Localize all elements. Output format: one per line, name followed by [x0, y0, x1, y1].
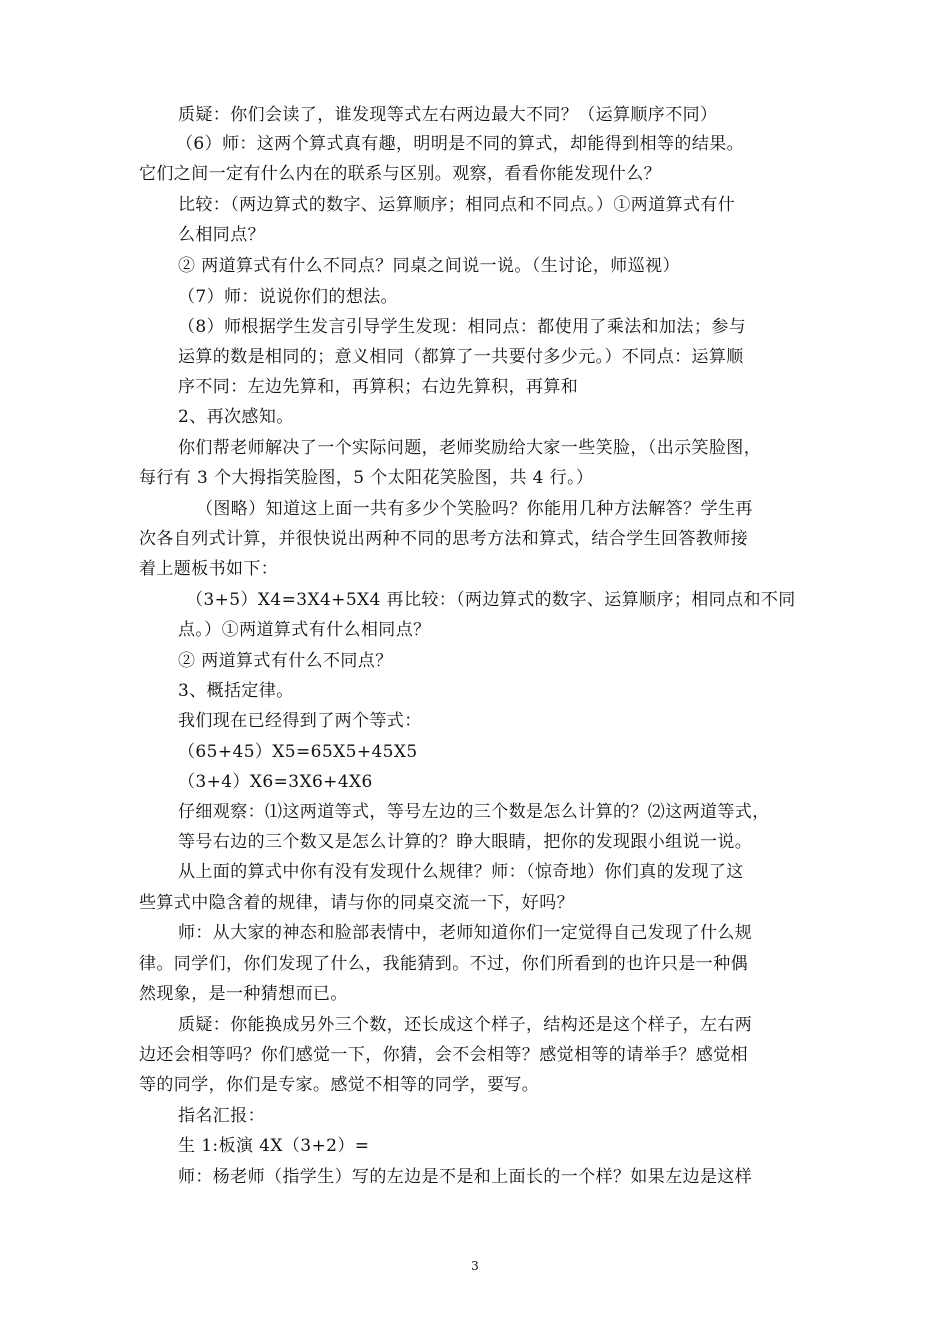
text-line: 质疑：你们会读了，谁发现等式左右两边最大不同？（运算顺序不同） — [178, 105, 718, 125]
text-line: 些算式中隐含着的规律，请与你的同桌交流一下，好吗？ — [139, 893, 574, 913]
text-line: 3、概括定律。 — [178, 681, 294, 701]
text-line: （3+4）Ⅹ6=3Ⅹ6+4Ⅹ6 — [178, 772, 373, 792]
text-line: 我们现在已经得到了两个等式： — [178, 711, 422, 731]
text-line: 着上题板书如下： — [139, 559, 279, 579]
text-line: 然现象，是一种猜想而已。 — [139, 984, 348, 1004]
text-line: 指名汇报： — [178, 1106, 265, 1126]
text-line: （7）师：说说你们的想法。 — [178, 287, 399, 307]
text-line: ② 两道算式有什么不同点？同桌之间说一说。（生讨论，师巡视） — [178, 256, 680, 276]
text-line: ② 两道算式有什么不同点？ — [178, 651, 393, 671]
text-line: 等号右边的三个数又是怎么计算的？睁大眼睛，把你的发现跟小组说一说。 — [178, 832, 753, 852]
text-line: 边还会相等吗？你们感觉一下，你猜，会不会相等？感觉相等的请举手？感觉相 — [139, 1045, 748, 1065]
text-line: 它们之间一定有什么内在的联系与区别。观察，看看你能发现什么？ — [139, 164, 661, 184]
text-line: 律。同学们，你们发现了什么，我能猜到。不过，你们所看到的也许只是一种偶 — [139, 954, 748, 974]
text-line: 比较：（两边算式的数字、运算顺序；相同点和不同点。）①两道算式有什 — [178, 195, 736, 215]
text-line: （6）师：这两个算式真有趣，明明是不同的算式，却能得到相等的结果。 — [176, 134, 745, 154]
text-line: 仔细观察：⑴这两道等式，等号左边的三个数是怎么计算的？⑵这两道等式， — [178, 802, 770, 822]
text-line: 从上面的算式中你有没有发现什么规律？师：（惊奇地）你们真的发现了这 — [178, 862, 744, 882]
text-line: 你们帮老师解决了一个实际问题，老师奖励给大家一些笑脸，（出示笑脸图， — [178, 438, 762, 458]
text-line: 师：杨老师（指学生）写的左边是不是和上面长的一个样？如果左边是这样 — [178, 1167, 753, 1187]
page-number: 3 — [471, 1259, 479, 1273]
text-line: 2、再次感知。 — [178, 407, 294, 427]
text-line: （3+5）Ⅹ4=3Ⅹ4+5Ⅹ4 再比较：（两边算式的数字、运算顺序；相同点和不同 — [186, 590, 796, 610]
text-line: 每行有 3 个大拇指笑脸图，5 个太阳花笑脸图，共 4 行。） — [139, 468, 594, 488]
text-line: （65+45）Ⅹ5=65Ⅹ5+45Ⅹ5 — [178, 742, 418, 762]
text-line: 点。）①两道算式有什么相同点？ — [178, 620, 431, 640]
text-line: 等的同学，你们是专家。感觉不相等的同学，要写。 — [139, 1075, 540, 1095]
text-line: 生 1:板演 4Ⅹ（3+2）= — [178, 1136, 370, 1156]
text-line: 么相同点？ — [178, 225, 265, 245]
text-line: 师：从大家的神态和脸部表情中，老师知道你们一定觉得自己发现了什么规 — [178, 923, 753, 943]
text-line: 运算的数是相同的；意义相同（都算了一共要付多少元。）不同点：运算顺 — [178, 347, 744, 367]
text-line: 质疑：你能换成另外三个数，还长成这个样子，结构还是这个样子，左右两 — [178, 1015, 753, 1035]
text-line: 次各自列式计算，并很快说出两种不同的思考方法和算式，结合学生回答教师接 — [139, 529, 748, 549]
text-line: （8）师根据学生发言引导学生发现：相同点：都使用了乘法和加法；参与 — [178, 317, 747, 337]
text-line: 序不同：左边先算和，再算积；右边先算积，再算和 — [178, 377, 579, 397]
text-line: （图略）知道这上面一共有多少个笑脸吗？你能用几种方法解答？学生再 — [196, 499, 753, 519]
